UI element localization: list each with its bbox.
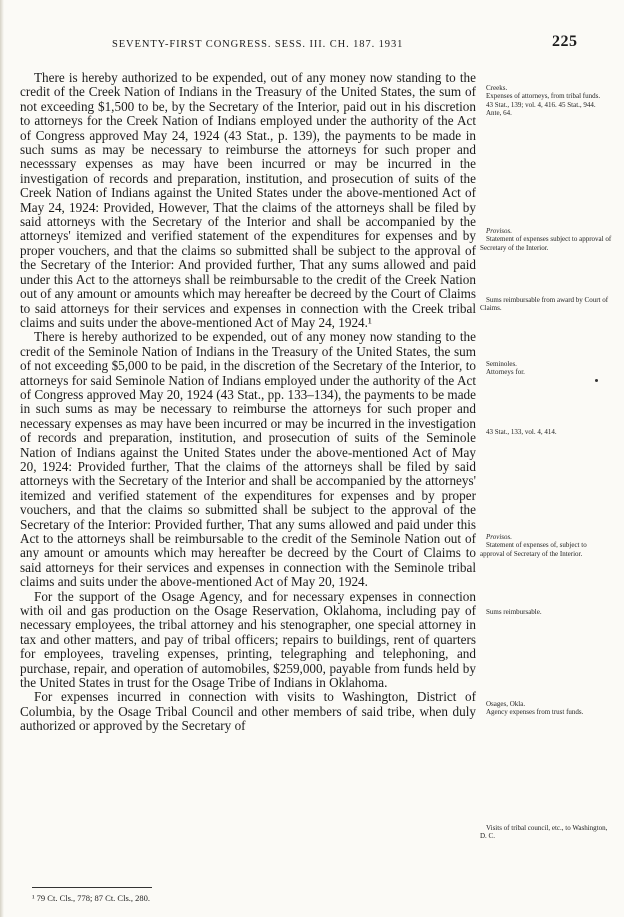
margin-note-creeks — [480, 84, 612, 118]
margin-note-line: Ante, 64. — [486, 109, 512, 118]
margin-note-line: Statement of expenses subject to approval of Secretary of the Interior. — [480, 235, 612, 252]
margin-note-line: Sums reimbursable. — [486, 608, 542, 616]
margin-note-seminoles — [480, 360, 612, 377]
statute-text — [20, 71, 476, 734]
margin-note-line: Creeks. — [486, 84, 508, 92]
margin-note-provisos-seminole — [480, 533, 612, 558]
osage-visits-paragraph: For expenses incurred in connection with visits to Washington, District of Columbia, by the Osage Tribal Council and other members of said tribe, when duly authorized or approved by the Secretary of — [20, 689, 476, 734]
margin-note-line: Seminoles. — [486, 360, 517, 368]
margin-note-line: 43 Stat., 133, vol. 4, 414. — [486, 428, 557, 436]
margin-note-line: Sums reimbursable from award by Court of Claims. — [480, 296, 609, 313]
page-number: 225 — [552, 33, 578, 50]
margin-note-visits — [480, 824, 612, 841]
margin-note-line: Provisos. — [486, 227, 512, 235]
ink-speck — [595, 379, 598, 382]
margin-note-provisos-creek — [480, 227, 612, 252]
margin-note-reimbursable-seminole — [480, 608, 612, 616]
margin-note-line: 43 Stat., 139; vol. 4, 416. 45 Stat., 944. — [486, 100, 596, 109]
seminole-paragraph: There is hereby authorized to be expended, out of any money now standing to the credit of the Seminole Nation of Indians in the Treasury of the United States, the sum of not exceeding $5,000 to be paid, in the discretion of the Secretary of the Interior, to attorneys for said Seminole Nation of Indians employed under the authority of the Act of Congress approved May 20, 1924 (43 Stat., pp. 133–134), the payments to be made in such sums as may be necessary to reimburse the attorneys for such proper and necessary expenses as may have been incurred or may be incurred in the investigation of records and preparation, institution, and prosecution of suits of the Seminole Nation of Indians against the United States under the above-mentioned Act of May 20, 1924: Provided further, That the claims of the attorneys shall be filed by said attorneys with the Secretary of the Interior and shall be accompanied by the attorneys' itemized and verified statement of the expenditures for expenses and by proper vouchers, and that the claims so submitted shall be subject to the approval of the Secretary of the Interior: Provided further, That any sums allowed and paid under this Act to the attorneys shall be reimbursable to the credit of the Seminole Nation out of any amount or amounts which may hereafter be decreed by the Court of Claims to said attorneys for their services and expenses in connection with the Seminole tribal claims and suits under the above-mentioned Act of May 20, 1924. — [20, 329, 476, 590]
footnote-rule — [32, 887, 152, 888]
margin-note-line: Statement of expenses of, subject to approval of Secretary of the Interior. — [480, 541, 587, 558]
margin-note-reimbursable-creek — [480, 296, 612, 313]
footnote: ¹ 79 Ct. Cls., 778; 87 Ct. Cls., 280. — [32, 893, 151, 903]
creek-paragraph: There is hereby authorized to be expended, out of any money now standing to the credit of the Creek Nation of Indians in the Treasury of the United States, the sum of not exceeding $1,500 to be, by the Secretary of the Interior, paid out in his discretion to attorneys for the Creek Nation of Indians employed under the authority of the Act of Congress approved May 24, 1924 (43 Stat., p. 139), the payments to be made in such sums as may be necessary to reimburse the attorneys for such proper and necesssary expenses as may have been incurred or may be incurred in the investigation of records and preparation, institution, and prosecution of suits of the Creek Nation of Indians against the United States under the above-mentioned Act of May 24, 1924: Provided, However, That the claims of the attorneys shall be filed by said attorneys with the Secretary of the Interior and shall be accompanied by the attorneys' itemized and verified statement of the expenditures for expenses and by proper vouchers, and that the claims so submitted shall be subject to the approval of the Secretary of the Interior: And provided further, That any sums allowed and paid under this Act to the attorneys shall be reimbursable to the credit of the Creek Nation out of any amount or amounts which may hereafter be decreed by the Court of Claims to said attorneys for their services and expenses in connection with the Creek tribal claims and suits under the above-mentioned Act of May 24, 1924.¹ — [20, 70, 476, 330]
margin-note-seminole-stat — [480, 428, 612, 436]
margin-note-line: Visits of tribal council, etc., to Washington, D. C. — [480, 824, 608, 841]
margin-note-line: Expenses of attorneys, from tribal funds. — [486, 92, 601, 101]
margin-note-line: Agency expenses from trust funds. — [486, 708, 584, 717]
margin-note-line: Attorneys for. — [486, 368, 525, 377]
page-spine-shadow — [0, 0, 4, 917]
running-head: SEVENTY-FIRST CONGRESS. SESS. III. CH. 187. 1931 — [112, 39, 404, 50]
margin-note-line: Osages, Okla. — [486, 700, 526, 708]
margin-note-line: Provisos. — [486, 533, 512, 541]
page-header — [0, 33, 624, 53]
margin-note-osages — [480, 700, 612, 717]
osage-agency-paragraph: For the support of the Osage Agency, and for necessary expenses in connection with oil and gas production on the Osage Reservation, Oklahoma, including pay of necessary employees, the tribal attorney and his stenographer, one special attorney in tax and other matters, and pay of tribal officers; repairs to buildings, rent of quarters for employees, traveling expenses, printing, telegraphing and telephoning, and purchase, repair, and operation of automobiles, $259,000, payable from funds held by the United States in trust for the Osage Tribe of Indians in Oklahoma. — [20, 588, 476, 691]
